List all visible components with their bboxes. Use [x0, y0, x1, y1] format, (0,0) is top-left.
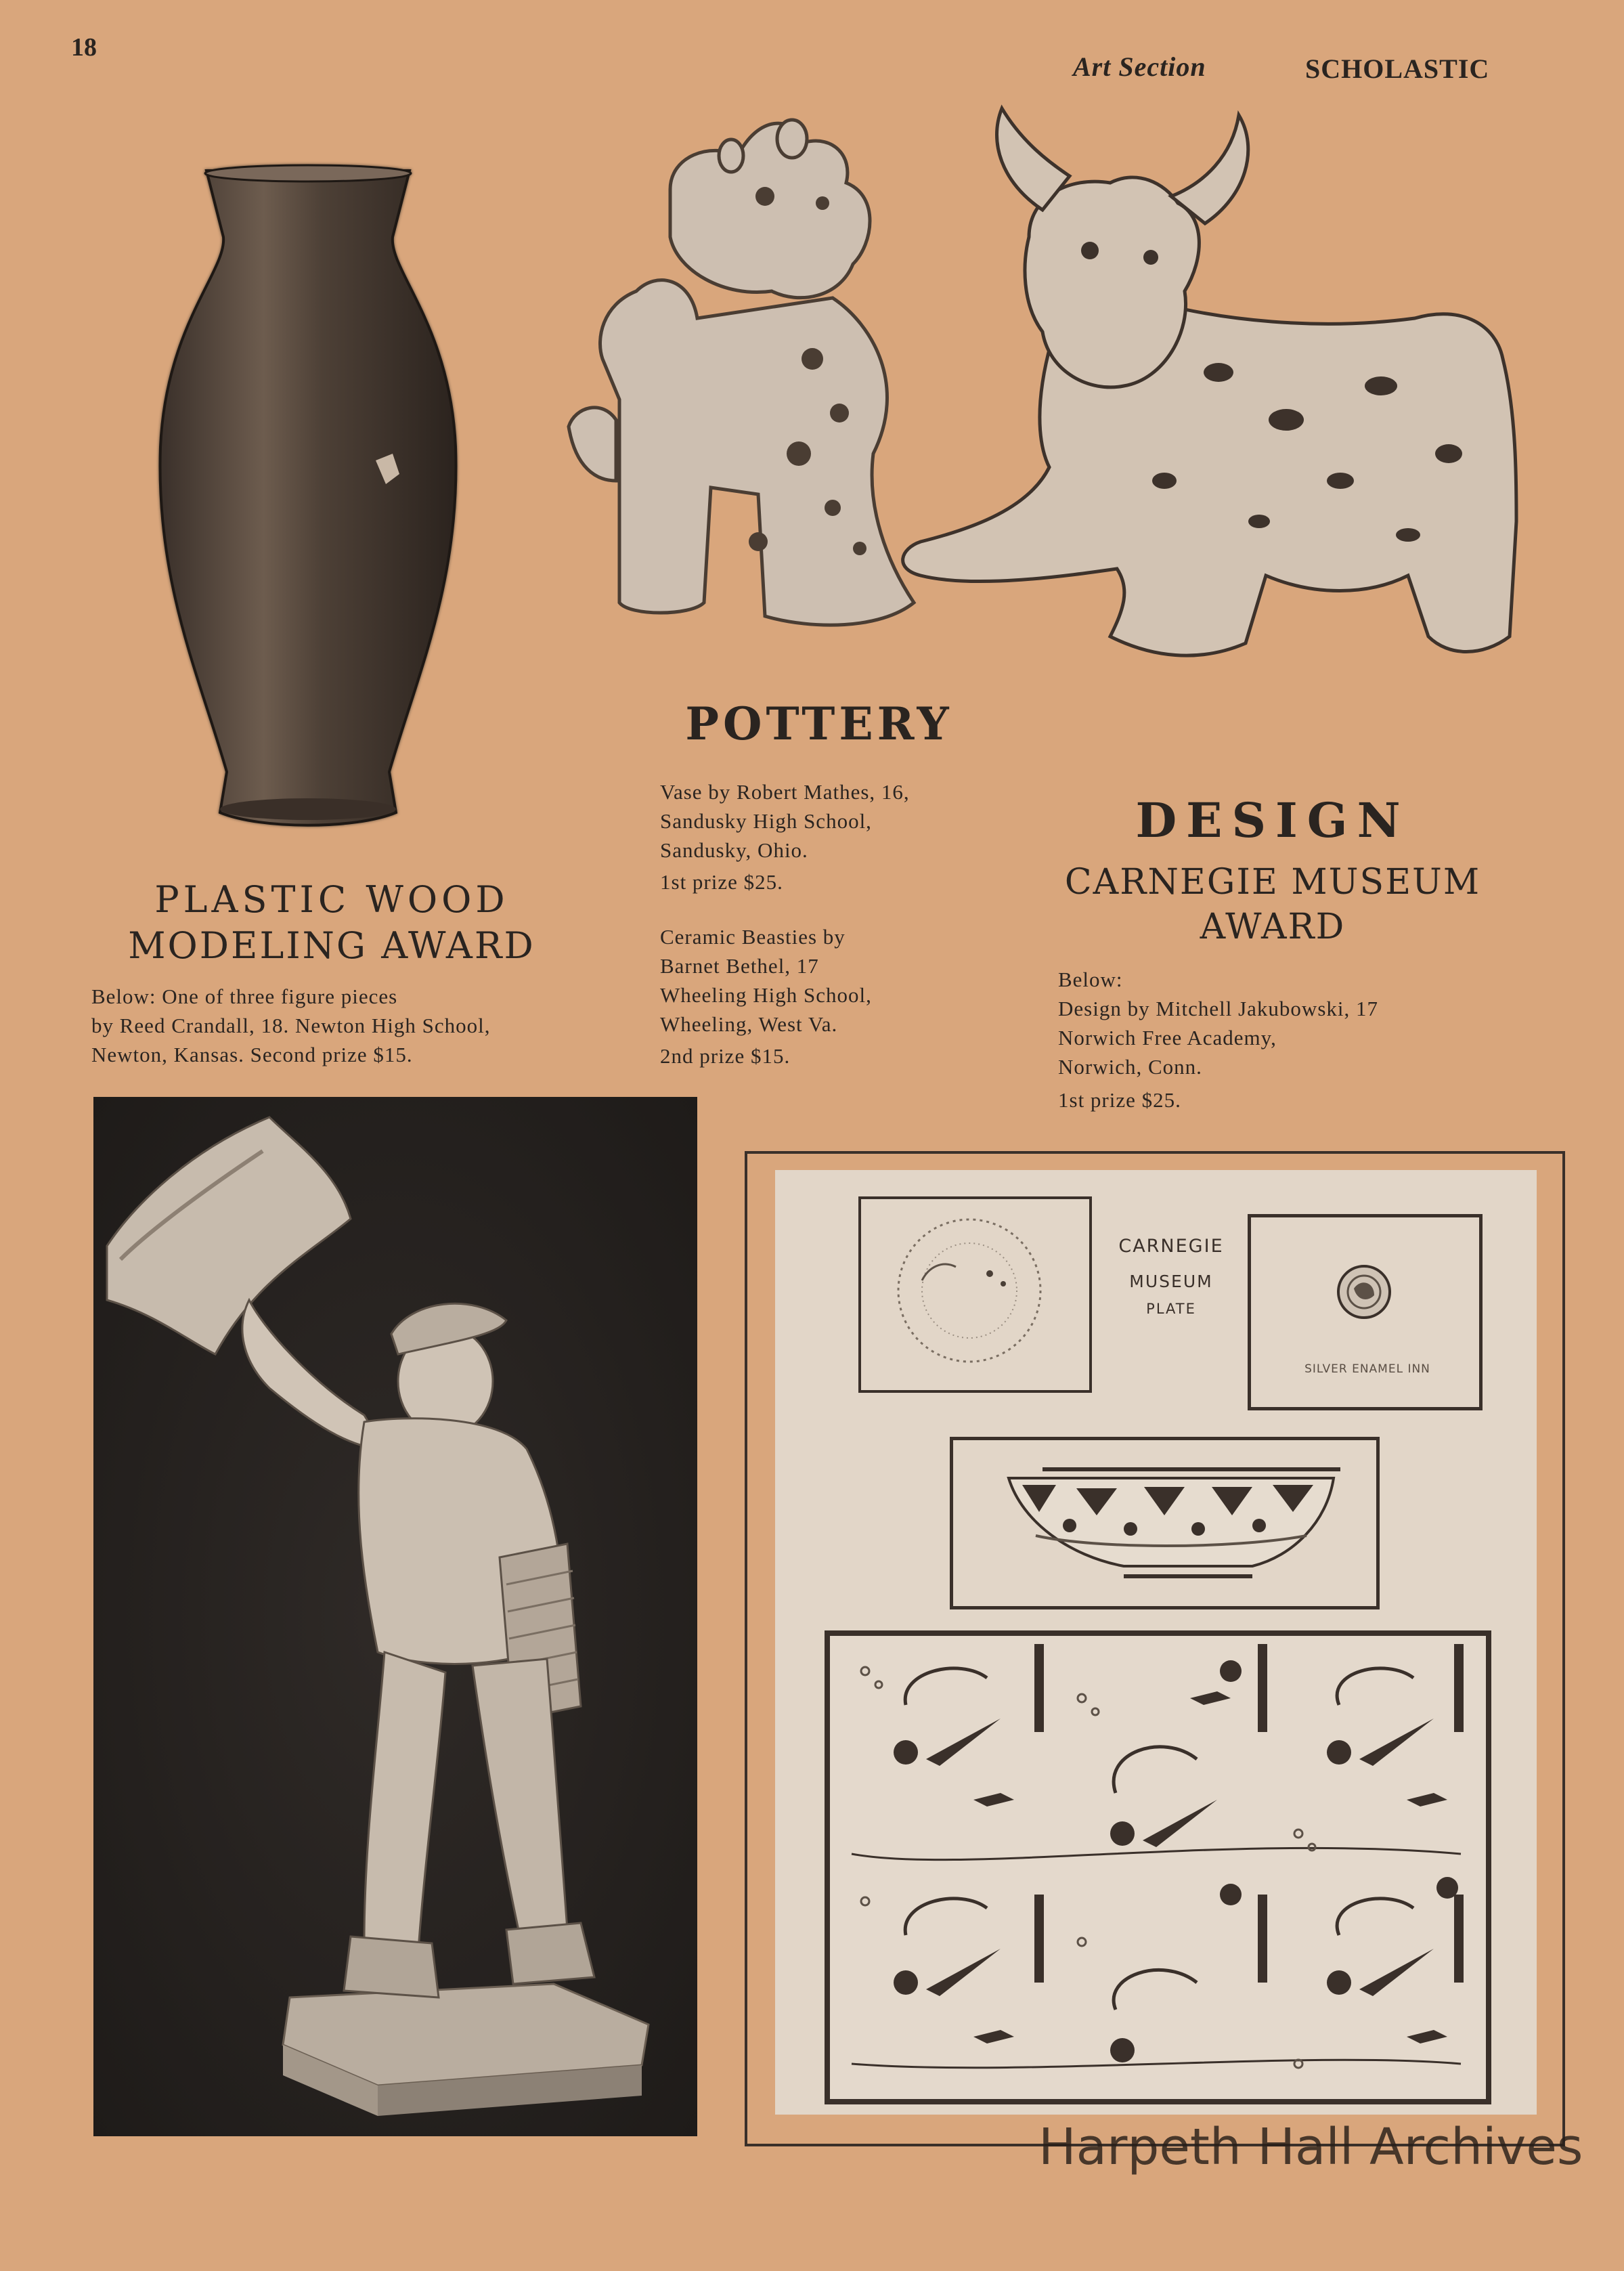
caption-line: Sandusky High School,	[660, 809, 872, 833]
caption-line: Below: One of three figure pieces	[91, 985, 398, 1008]
archive-watermark: Harpeth Hall Archives	[1038, 2118, 1583, 2176]
plastic-wood-heading-line2: MODELING AWARD	[128, 924, 535, 967]
plastic-wood-heading	[95, 877, 569, 969]
caption-line: Ceramic Beasties by	[660, 925, 846, 949]
caption-line: 2nd prize $15.	[660, 1044, 791, 1068]
caption-line: 1st prize $25.	[1058, 1088, 1181, 1112]
caption-line: Newton, Kansas. Second prize $15.	[91, 1043, 413, 1066]
design-subheading-line2: AWARD	[1200, 907, 1346, 947]
vase-photo	[152, 163, 464, 846]
caption-line: Sandusky, Ohio.	[660, 838, 808, 862]
vase-caption	[660, 777, 910, 896]
caption-line: Wheeling High School,	[660, 983, 872, 1007]
plate-title-line3: PLATE	[1146, 1301, 1196, 1317]
inn-emblem-icon	[1327, 1255, 1401, 1329]
caption-line: Wheeling, West Va.	[660, 1012, 838, 1036]
plate-title-line1: CARNEGIE	[1118, 1236, 1224, 1257]
caption-line: Below:	[1058, 968, 1123, 991]
plate-title-line2: MUSEUM	[1129, 1272, 1213, 1291]
caption-line: Norwich Free Academy,	[1058, 1026, 1277, 1050]
section-label: Art Section	[1073, 51, 1206, 82]
bowl-drawing	[961, 1448, 1367, 1600]
design-heading: DESIGN	[1135, 792, 1410, 848]
publication-name: SCHOLASTIC	[1305, 53, 1490, 84]
newsboy-figure-photo	[93, 1097, 697, 2136]
pottery-heading: POTTERY	[685, 697, 953, 750]
plate-drawing	[868, 1206, 1083, 1383]
design-subheading-line1: CARNEGIE MUSEUM	[1064, 862, 1481, 903]
caption-line: Vase by Robert Mathes, 16,	[660, 780, 910, 804]
tile-pattern-drawing	[825, 1630, 1491, 2104]
design-caption	[1058, 965, 1378, 1115]
beasties-caption	[660, 922, 872, 1070]
design-subheading	[1043, 860, 1503, 949]
ceramic-beasties-photo	[555, 102, 1557, 684]
caption-line: Design by Mitchell Jakubowski, 17	[1058, 997, 1378, 1020]
inn-label: SILVER ENAMEL INN	[1304, 1362, 1430, 1376]
caption-line: 1st prize $25.	[660, 870, 783, 894]
plastic-wood-caption	[91, 982, 490, 1069]
caption-line: Barnet Bethel, 17	[660, 954, 819, 978]
page-number: 18	[71, 33, 97, 62]
caption-line: by Reed Crandall, 18. Newton High School,	[91, 1014, 491, 1037]
caption-line: Norwich, Conn.	[1058, 1055, 1202, 1079]
plate-title	[1103, 1236, 1239, 1317]
plastic-wood-heading-line1: PLASTIC WOOD	[154, 878, 509, 921]
